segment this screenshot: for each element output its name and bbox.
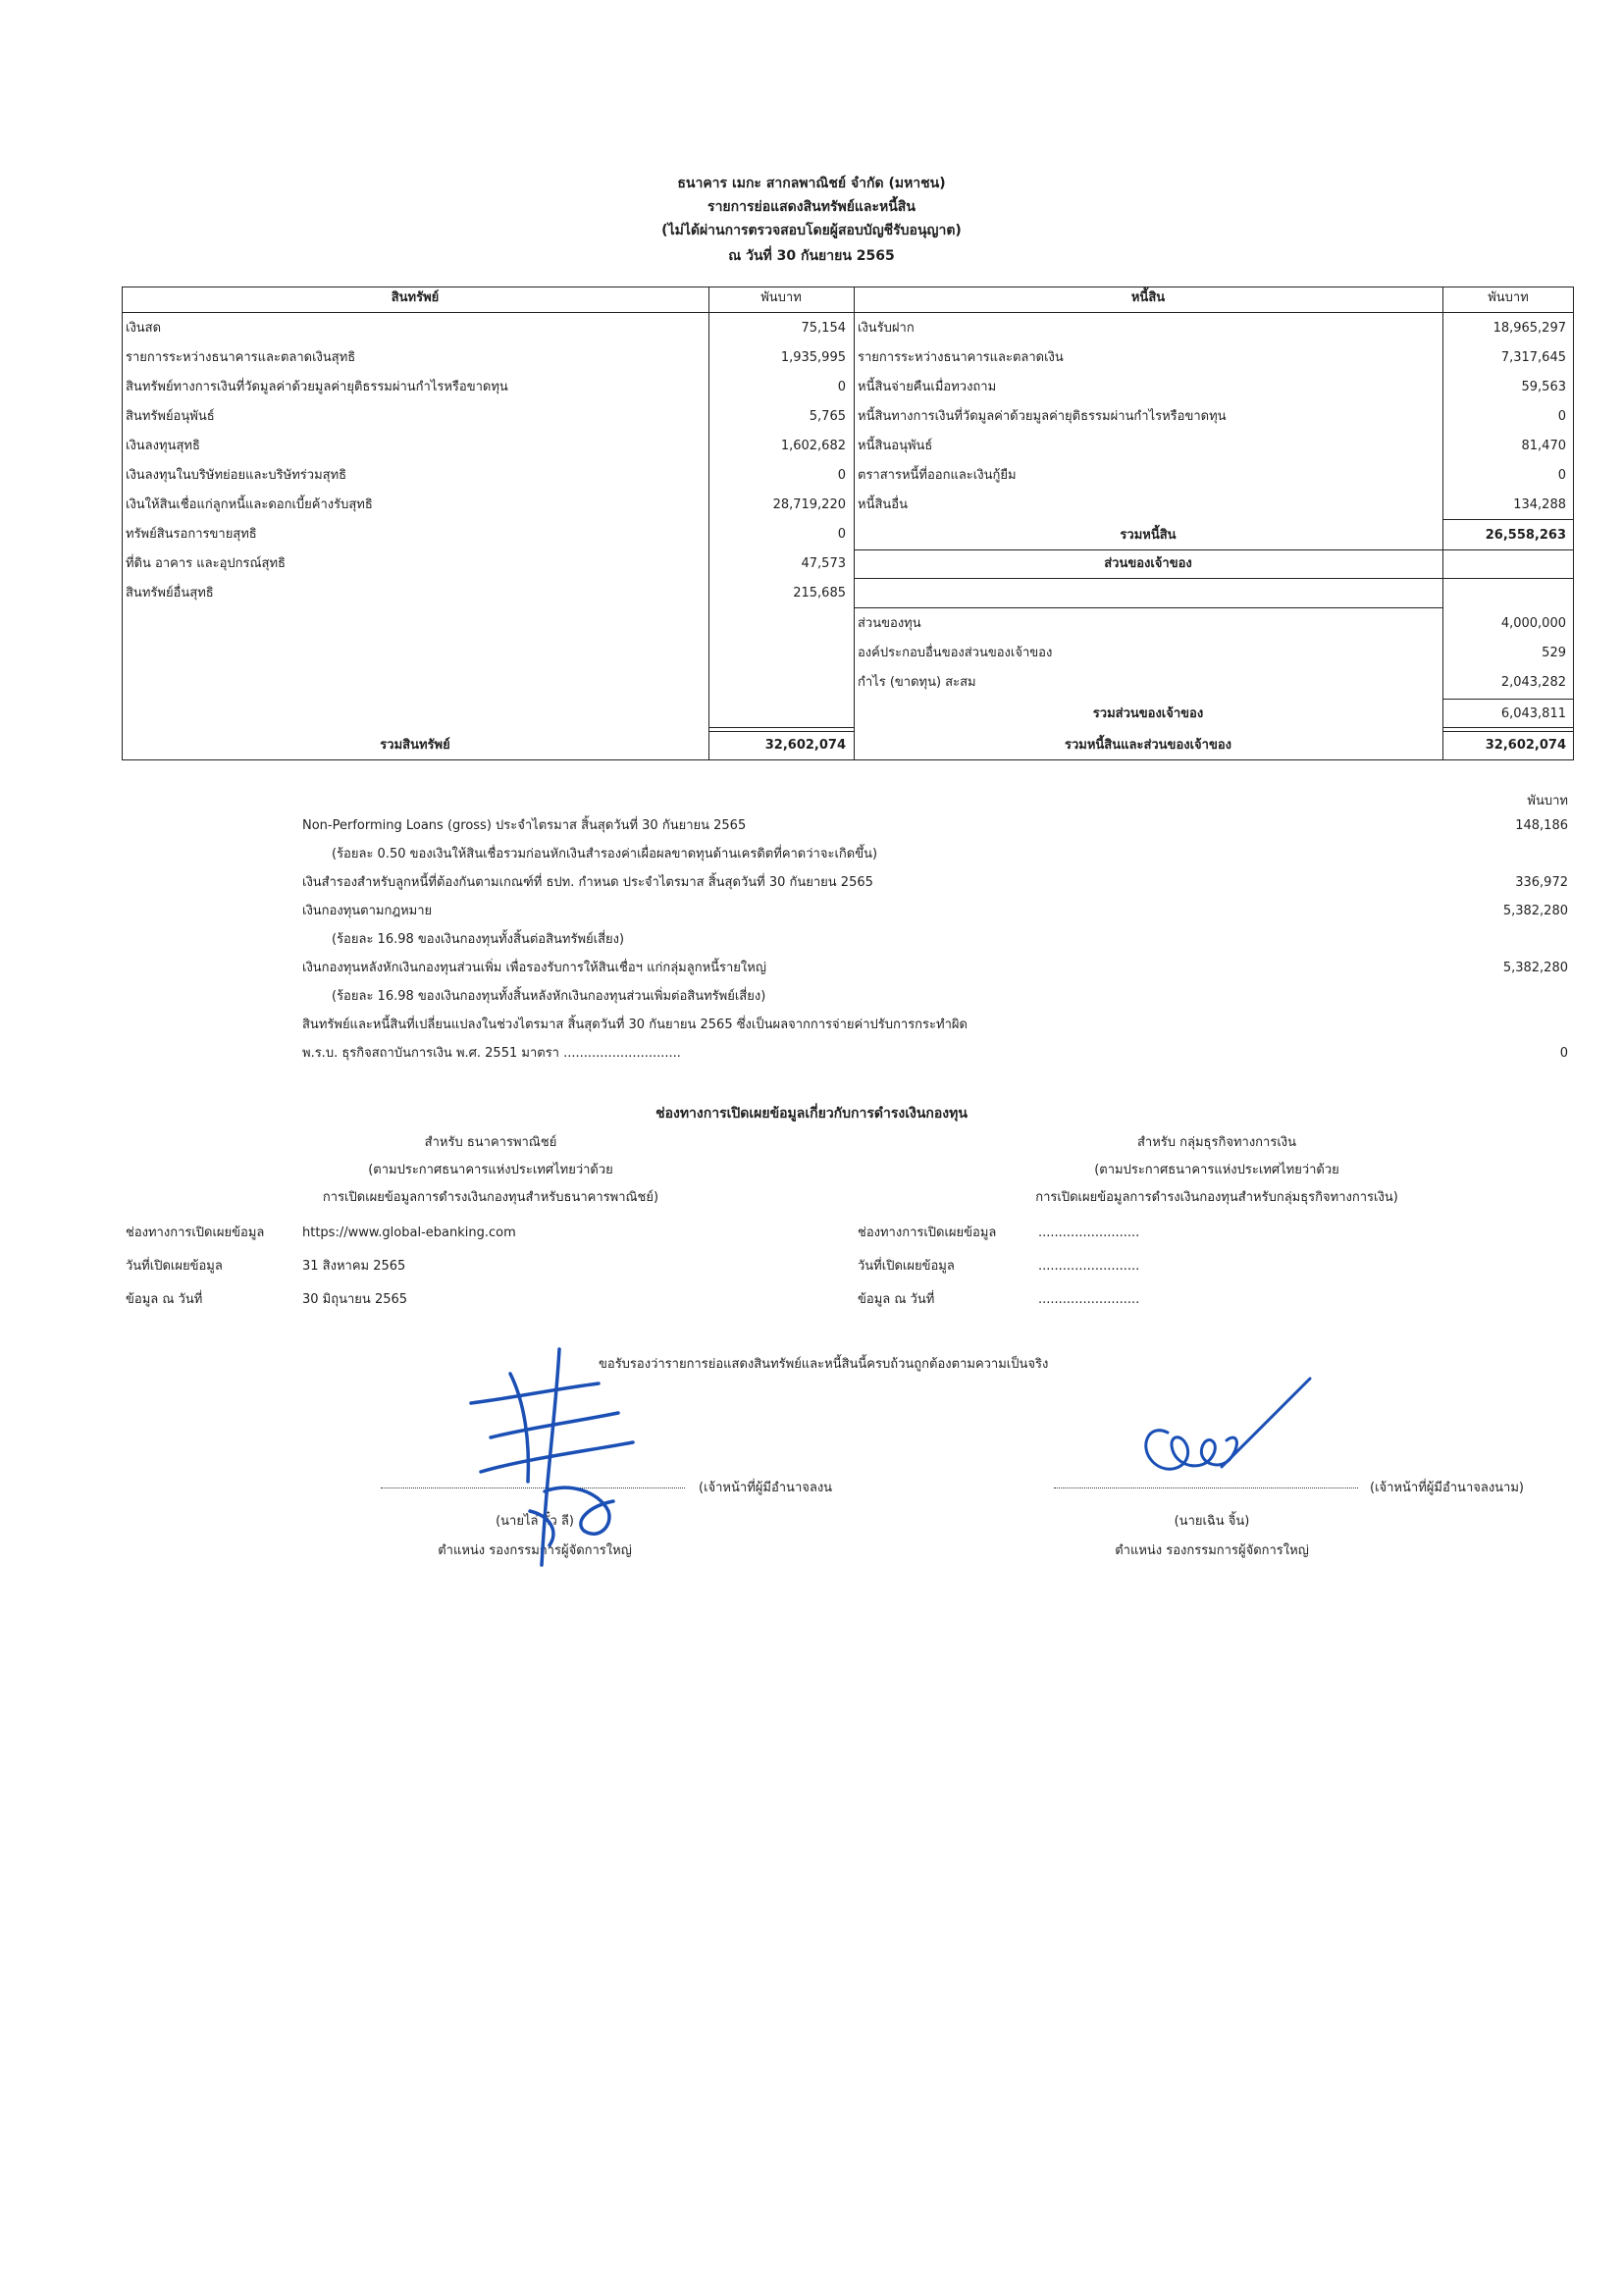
asset-label: รายการระหว่างธนาคารและตลาดเงินสุทธิ bbox=[126, 350, 356, 365]
total-liabilities-value: 26,558,263 bbox=[1485, 528, 1566, 543]
liability-label: หนี้สินอื่น bbox=[858, 497, 908, 512]
note-text: พ.ร.บ. ธุรกิจสถาบันการเงิน พ.ศ. 2551 มาตรา ............................. bbox=[302, 1046, 681, 1061]
note-text: เงินสำรองสำหรับลูกหนี้ที่ต้องกันตามเกณฑ์ที่ ธปท. กำหนด ประจำไตรมาส สิ้นสุดวันที่ 30 กันยายน 2565 bbox=[302, 875, 873, 890]
note-text: (ร้อยละ 16.98 ของเงินกองทุนทั้งสิ้นหลังหักเงินกองทุนส่วนเพิ่มต่อสินทรัพย์เสี่ยง) bbox=[332, 989, 766, 1004]
right-signer-name: (นายเฉิน จิ้น) bbox=[1174, 1514, 1250, 1529]
note-value: 336,972 bbox=[1515, 875, 1568, 890]
equity-label: ส่วนของทุน bbox=[858, 616, 921, 631]
disclosure-left-heading-line: สำหรับ ธนาคารพาณิชย์ bbox=[424, 1135, 557, 1150]
disclosure-left-heading-line: การเปิดเผยข้อมูลการดำรงเงินกองทุนสำหรับธนาคารพาณิชย์) bbox=[322, 1190, 659, 1205]
left-signer-role: (เจ้าหน้าที่ผู้มีอำนาจลงน bbox=[699, 1481, 833, 1495]
note-value: 5,382,280 bbox=[1502, 904, 1568, 918]
report-subtitle: (ไม่ได้ผ่านการตรวจสอบโดยผู้สอบบัญชีรับอนุญาต) bbox=[661, 223, 962, 238]
left-signer-position: ตำแหน่ง รองกรรมการผู้จัดการใหญ่ bbox=[438, 1543, 632, 1558]
asset-label: ที่ดิน อาคาร และอุปกรณ์สุทธิ bbox=[126, 556, 286, 571]
asset-value: 0 bbox=[837, 527, 846, 542]
assets-header: สินทรัพย์ bbox=[391, 290, 440, 305]
asset-value: 28,719,220 bbox=[772, 497, 846, 512]
note-value: 148,186 bbox=[1515, 818, 1568, 833]
disclosure-left-label: วันที่เปิดเผยข้อมูล bbox=[126, 1259, 223, 1274]
liability-label: หนี้สินทางการเงินที่วัดมูลค่าด้วยมูลค่ายุติธรรมผ่านกำไรหรือขาดทุน bbox=[858, 409, 1227, 424]
right-signature bbox=[1128, 1374, 1315, 1491]
note-value: 5,382,280 bbox=[1502, 961, 1568, 975]
equity-label: กำไร (ขาดทุน) สะสม bbox=[858, 675, 976, 690]
disclosure-left-value: 31 สิงหาคม 2565 bbox=[302, 1259, 406, 1274]
disclosure-left-heading-line: (ตามประกาศธนาคารแห่งประเทศไทยว่าด้วย bbox=[368, 1163, 613, 1177]
asset-label: สินทรัพย์อนุพันธ์ bbox=[126, 409, 215, 424]
notes-unit: พันบาท bbox=[1527, 794, 1568, 809]
asset-value: 0 bbox=[837, 468, 846, 483]
total-liab-equity-value: 32,602,074 bbox=[1485, 738, 1566, 753]
report-date: ณ วันที่ 30 กันยายน 2565 bbox=[728, 248, 895, 264]
left-signature bbox=[451, 1344, 648, 1570]
note-text: สินทรัพย์และหนี้สินที่เปลี่ยนแปลงในช่วงไตรมาส สิ้นสุดวันที่ 30 กันยายน 2565 ซึ่งเป็นผลจากการจ่ายค่าปรับการกระทำผิด bbox=[302, 1018, 968, 1032]
disclosure-right-label: วันที่เปิดเผยข้อมูล bbox=[858, 1259, 955, 1274]
liability-value: 134,288 bbox=[1513, 497, 1566, 512]
disclosure-right-heading-line: การเปิดเผยข้อมูลการดำรงเงินกองทุนสำหรับกลุ่มธุรกิจทางการเงิน) bbox=[1035, 1190, 1398, 1205]
note-text: Non-Performing Loans (gross) ประจำไตรมาส สิ้นสุดวันที่ 30 กันยายน 2565 bbox=[302, 818, 747, 833]
liabilities-header: หนี้สิน bbox=[1130, 290, 1166, 305]
liability-label: รายการระหว่างธนาคารและตลาดเงิน bbox=[858, 350, 1064, 365]
liability-value: 0 bbox=[1557, 409, 1566, 424]
disclosure-right-label: ช่องทางการเปิดเผยข้อมูล bbox=[858, 1226, 997, 1240]
asset-label: เงินลงทุนในบริษัทย่อยและบริษัทร่วมสุทธิ bbox=[126, 468, 347, 483]
liability-label: เงินรับฝาก bbox=[858, 321, 915, 336]
liability-value: 18,965,297 bbox=[1492, 321, 1566, 336]
asset-label: เงินลงทุนสุทธิ bbox=[126, 439, 200, 453]
asset-value: 5,765 bbox=[809, 409, 846, 424]
asset-value: 0 bbox=[837, 380, 846, 394]
note-text: (ร้อยละ 16.98 ของเงินกองทุนทั้งสิ้นต่อสินทรัพย์เสี่ยง) bbox=[332, 932, 625, 947]
total-equity-value: 6,043,811 bbox=[1500, 706, 1566, 721]
disclosure-right-value: ......................... bbox=[1038, 1259, 1140, 1274]
asset-value: 75,154 bbox=[801, 321, 846, 336]
equity-value: 529 bbox=[1542, 646, 1566, 660]
asset-label: สินทรัพย์ทางการเงินที่วัดมูลค่าด้วยมูลค่ายุติธรรมผ่านกำไรหรือขาดทุน bbox=[126, 380, 508, 394]
asset-label: ทรัพย์สินรอการขายสุทธิ bbox=[126, 527, 257, 542]
right-signer-position: ตำแหน่ง รองกรรมการผู้จัดการใหญ่ bbox=[1115, 1543, 1309, 1558]
asset-label: สินทรัพย์อื่นสุทธิ bbox=[126, 586, 214, 600]
asset-value: 1,602,682 bbox=[780, 439, 846, 453]
bank-name: ธนาคาร เมกะ สากลพาณิชย์ จำกัด (มหาชน) bbox=[677, 176, 946, 191]
total-assets-value: 32,602,074 bbox=[764, 738, 846, 753]
equity-label: องค์ประกอบอื่นของส่วนของเจ้าของ bbox=[858, 646, 1053, 660]
liability-value: 81,470 bbox=[1521, 439, 1566, 453]
disclosure-right-heading-line: (ตามประกาศธนาคารแห่งประเทศไทยว่าด้วย bbox=[1094, 1163, 1339, 1177]
note-value: 0 bbox=[1559, 1046, 1568, 1061]
liabilities-unit: พันบาท bbox=[1488, 290, 1529, 305]
report-title: รายการย่อแสดงสินทรัพย์และหนี้สิน bbox=[707, 199, 916, 215]
certification-statement: ขอรับรองว่ารายการย่อแสดงสินทรัพย์และหนี้สินนี้ครบถ้วนถูกต้องตามความเป็นจริง bbox=[599, 1357, 1049, 1372]
asset-value: 215,685 bbox=[793, 586, 846, 600]
disclosure-left-label: ช่องทางการเปิดเผยข้อมูล bbox=[126, 1226, 265, 1240]
liability-label: ตราสารหนี้ที่ออกและเงินกู้ยืม bbox=[858, 468, 1017, 483]
equity-value: 2,043,282 bbox=[1500, 675, 1566, 690]
disclosure-left-label: ข้อมูล ณ วันที่ bbox=[126, 1292, 203, 1307]
assets-unit: พันบาท bbox=[760, 290, 802, 305]
asset-label: เงินสด bbox=[126, 321, 162, 336]
liability-label: หนี้สินอนุพันธ์ bbox=[858, 439, 933, 453]
note-text: เงินกองทุนหลังหักเงินกองทุนส่วนเพิ่ม เพื่อรองรับการให้สินเชื่อฯ แก่กลุ่มลูกหนี้รายใหญ่ bbox=[302, 961, 766, 975]
disclosure-right-heading-line: สำหรับ กลุ่มธุรกิจทางการเงิน bbox=[1136, 1135, 1297, 1150]
note-text: (ร้อยละ 0.50 ของเงินให้สินเชื่อรวมก่อนหักเงินสำรองค่าเผื่อผลขาดทุนด้านเครดิตที่คาดว่าจะเกิดขึ้น) bbox=[332, 847, 878, 861]
total-liabilities-label: รวมหนี้สิน bbox=[1120, 528, 1177, 543]
equity-value: 4,000,000 bbox=[1500, 616, 1566, 631]
disclosure-left-value: 30 มิถุนายน 2565 bbox=[302, 1292, 408, 1307]
disclosure-right-label: ข้อมูล ณ วันที่ bbox=[858, 1292, 935, 1307]
asset-label: เงินให้สินเชื่อแก่ลูกหนี้และดอกเบี้ยค้างรับสุทธิ bbox=[126, 497, 373, 512]
disclosure-left-value: https://www.global-ebanking.com bbox=[302, 1226, 516, 1240]
note-text: เงินกองทุนตามกฎหมาย bbox=[302, 904, 433, 918]
disclosure-right-value: ......................... bbox=[1038, 1292, 1140, 1307]
asset-value: 1,935,995 bbox=[780, 350, 846, 365]
liability-value: 0 bbox=[1557, 468, 1566, 483]
asset-value: 47,573 bbox=[801, 556, 846, 571]
disclosure-right-value: ......................... bbox=[1038, 1226, 1140, 1240]
total-equity-label: รวมส่วนของเจ้าของ bbox=[1092, 706, 1204, 721]
total-liab-equity-label: รวมหนี้สินและส่วนของเจ้าของ bbox=[1064, 738, 1232, 753]
total-assets-label: รวมสินทรัพย์ bbox=[380, 738, 450, 753]
liability-label: หนี้สินจ่ายคืนเมื่อทวงถาม bbox=[858, 380, 997, 394]
liability-value: 7,317,645 bbox=[1500, 350, 1566, 365]
liability-value: 59,563 bbox=[1521, 380, 1566, 394]
right-signer-role: (เจ้าหน้าที่ผู้มีอำนาจลงนาม) bbox=[1370, 1481, 1524, 1495]
left-signer-name: (นายไล่ กั๋ว ลี) bbox=[496, 1514, 574, 1529]
disclosure-title: ช่องทางการเปิดเผยข้อมูลเกี่ยวกับการดำรงเงินกองทุน bbox=[655, 1106, 968, 1122]
equity-header: ส่วนของเจ้าของ bbox=[1104, 556, 1192, 571]
